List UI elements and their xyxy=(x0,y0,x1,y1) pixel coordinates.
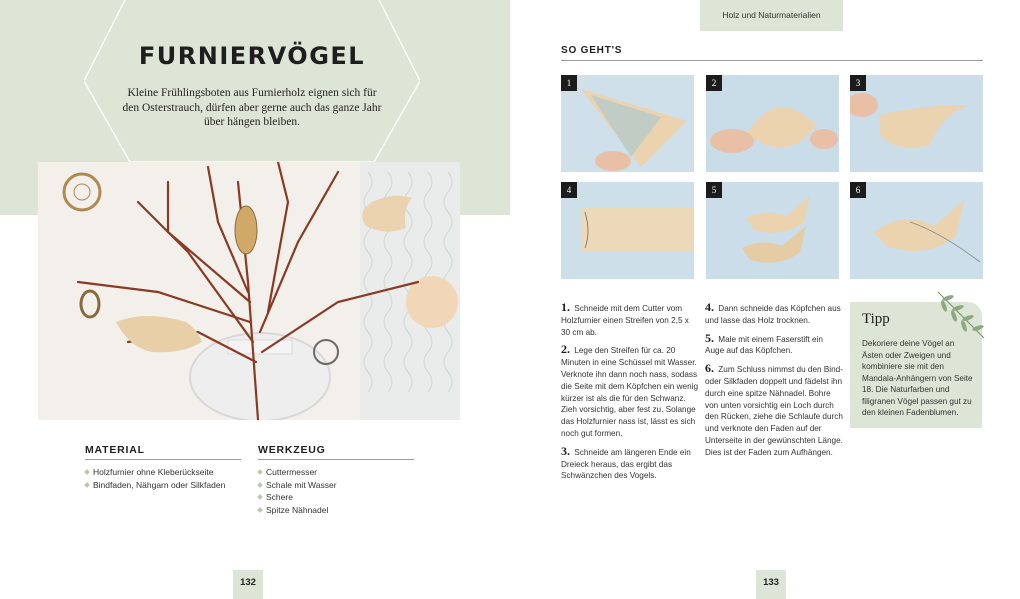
steps-column-1 xyxy=(561,302,699,488)
material-list xyxy=(85,444,241,491)
step-photo-number: 4 xyxy=(561,182,577,198)
step-photo-6 xyxy=(850,182,983,279)
step-6: 6. Zum Schluss nimmst du den Bind- oder Silkfaden doppelt und fädelst ihn durch eine spitze Nähnadel. Bohre von unten vorsichtig ein Loch durch den Rücken, ziehe die Schlaufe durch und verknote den Faden auf der Unterseite in der gewünschten Länge. Dies ist der Faden zum Aufhängen. xyxy=(705,361,843,457)
werkzeug-item: Cuttermesser xyxy=(258,466,414,479)
step-1: 1. Schneide mit dem Cutter vom Holzfurnier einen Streifen von 2,5 x 30 cm ab. xyxy=(561,300,689,337)
tipp-title: Tipp xyxy=(862,311,890,327)
material-item: Holzfurnier ohne Kleberückseite xyxy=(85,466,241,479)
step-photo-number: 2 xyxy=(706,75,722,91)
bullet-icon xyxy=(84,469,90,475)
step-photo-3 xyxy=(850,75,983,172)
step-photo-number: 6 xyxy=(850,182,866,198)
step-photo-1 xyxy=(561,75,694,172)
step-photo-5 xyxy=(706,182,839,279)
steps-column-2 xyxy=(705,302,843,465)
step-2: 2. Lege den Streifen für ca. 20 Minuten in eine Schüssel mit Wasser. Verknote ihn dann noch nass, sodass die Seite mit dem Köpfchen ein wenig kürzer ist als die für den Schwanz. Zieh vorsichtig, aber fest zu. Solange das Holzfurnier nass ist, lässt es sich noch gut formen. xyxy=(561,342,698,438)
right-page xyxy=(510,0,1020,599)
step-photo-number: 1 xyxy=(561,75,577,91)
step-photo-2 xyxy=(706,75,839,172)
werkzeug-item: Schere xyxy=(258,491,414,504)
step-3: 3. Schneide am längeren Ende ein Dreieck heraus, das ergibt das Schwänzchen des Vogels. xyxy=(561,443,691,481)
werkzeug-heading: WERKZEUG xyxy=(258,444,414,460)
tipp-text: Dekoriere deine Vögel an Ästen oder Zweigen und kombiniere sie mit den Mandala-Anhängern von Seite 18. Die Naturfarben und filigranen Vögel passen gut zu den kleinen Fadenblumen. xyxy=(862,339,973,417)
step-5: 5. Male mit einem Faserstift ein Auge auf das Köpfchen. xyxy=(705,330,823,356)
bullet-icon xyxy=(257,482,263,488)
section-heading: SO GEHT'S xyxy=(561,45,983,61)
category-tab: Holz und Naturmaterialien xyxy=(700,0,843,31)
leaf-sprig-icon xyxy=(934,288,990,344)
step-photo-number: 3 xyxy=(850,75,866,91)
material-heading: MATERIAL xyxy=(85,444,241,460)
bullet-icon xyxy=(84,482,90,488)
bullet-icon xyxy=(257,494,263,500)
step-4: 4. Dann schneide das Köpfchen aus und lasse das Holz trocknen. xyxy=(705,300,841,325)
bullet-icon xyxy=(257,507,263,513)
bullet-icon xyxy=(257,469,263,475)
step-photo-number: 5 xyxy=(706,182,722,198)
material-item: Bindfaden, Nähgarn oder Silkfaden xyxy=(85,479,241,492)
page-number-left: 132 xyxy=(233,570,263,599)
title-hexagon xyxy=(84,0,420,162)
page-number-right: 133 xyxy=(756,570,786,599)
tipp-box xyxy=(850,302,982,428)
step-photo-4 xyxy=(561,182,694,279)
werkzeug-item: Schale mit Wasser xyxy=(258,479,414,492)
main-photo xyxy=(38,162,460,420)
page-title: FURNIERVÖGEL xyxy=(138,42,366,70)
werkzeug-list xyxy=(258,444,414,516)
werkzeug-item: Spitze Nähnadel xyxy=(258,504,414,517)
intro-text: Kleine Frühlingsboten aus Furnierholz eignen sich für den Osterstrauch, dürfen aber gerne auch das ganze Jahr über hängen bleiben. xyxy=(122,87,382,128)
